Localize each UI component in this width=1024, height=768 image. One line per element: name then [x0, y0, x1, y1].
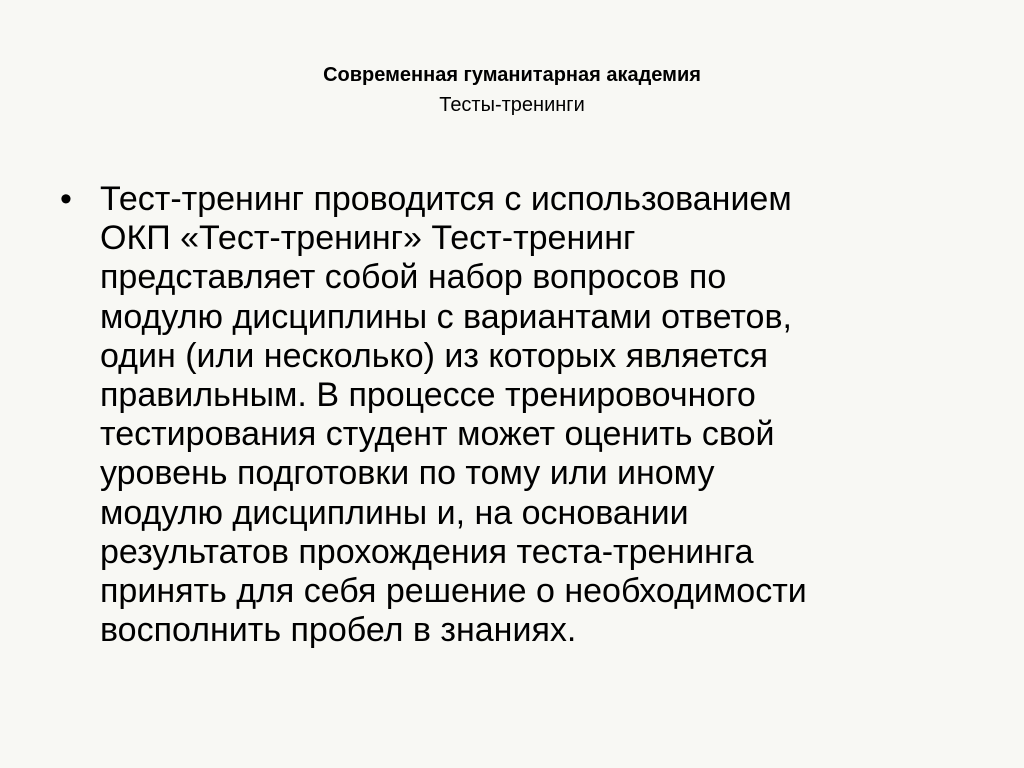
text-line: восполнить пробел в знаниях. — [100, 611, 577, 650]
text-line: правильным. В процессе тренировочного — [100, 376, 756, 415]
text-line: один (или несколько) из которых является — [100, 336, 769, 375]
text-line: принять для себя решение о необходимости — [100, 572, 807, 611]
text-line: модулю дисциплины и, на основании — [100, 493, 689, 532]
slide-title: Современная гуманитарная академия — [323, 64, 701, 86]
text-line: тестирования студент может оценить свой — [100, 415, 775, 454]
bullet-text — [100, 180, 960, 650]
slide-subtitle: Тесты-тренинги — [439, 94, 585, 116]
text-line: результатов прохождения теста-тренинга — [100, 532, 754, 571]
text-line: представляет собой набор вопросов по — [100, 258, 727, 297]
text-line: уровень подготовки по тому или иному — [100, 454, 715, 493]
slide-content — [60, 180, 960, 650]
bullet-item — [60, 180, 960, 650]
bullet-dot-icon: • — [60, 180, 72, 218]
slide-header — [0, 60, 1024, 120]
text-line: модулю дисциплины с вариантами ответов, — [100, 297, 792, 336]
text-line: Тест-тренинг проводится с использованием — [100, 180, 792, 218]
text-line: ОКП «Тест-тренинг» Тест-тренинг — [100, 219, 636, 258]
